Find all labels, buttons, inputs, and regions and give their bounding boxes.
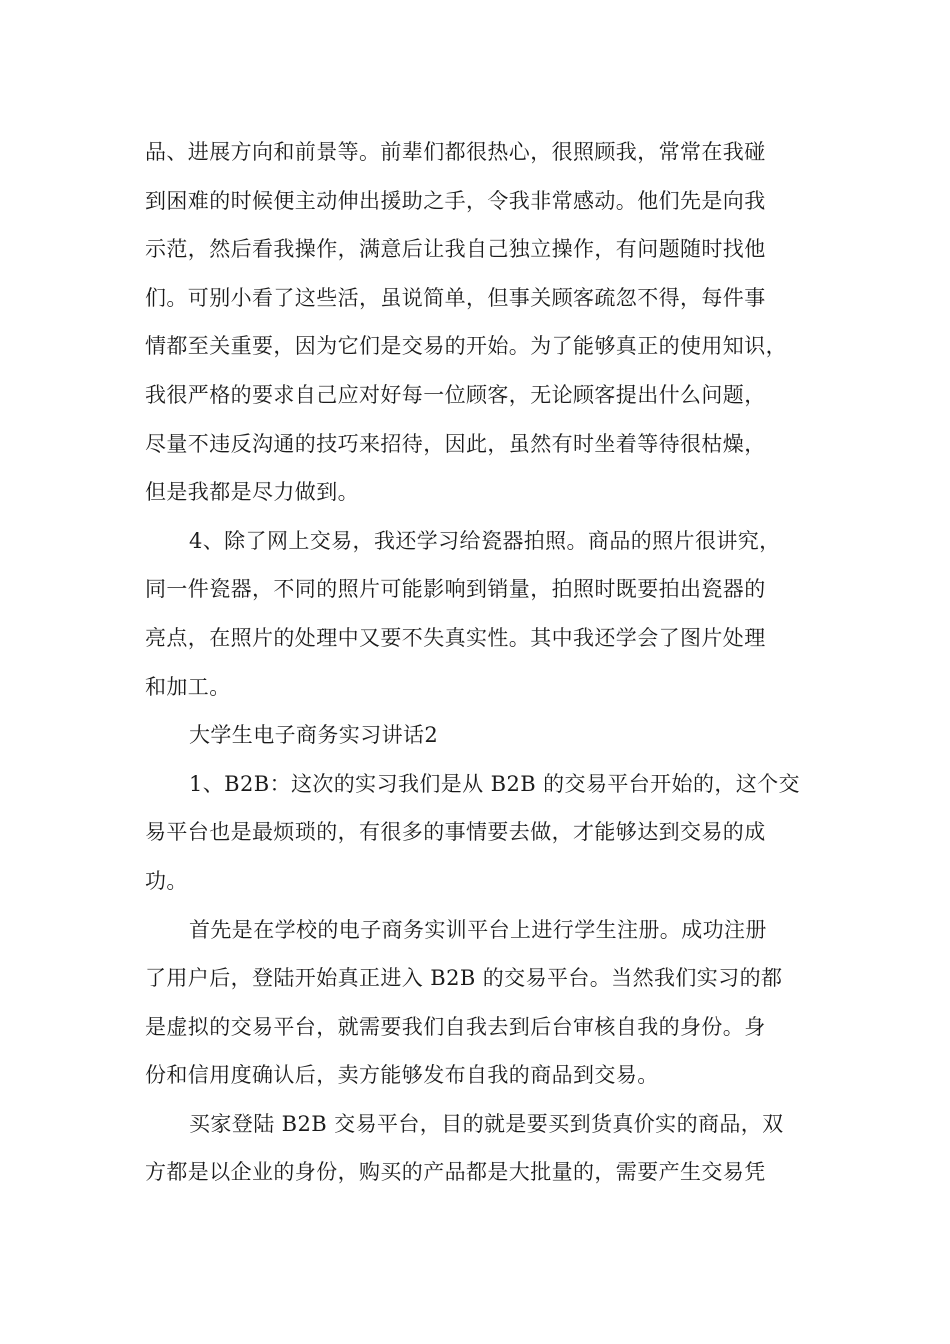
paragraph-line: 品、进展方向和前景等。前辈们都很热心，很照顾我，常常在我碰 [145, 140, 766, 164]
section-heading: 大学生电子商务实习讲话2 [189, 723, 439, 748]
paragraph-line: 但是我都是尽力做到。 [145, 480, 359, 505]
paragraph-line: 方都是以企业的身份，购买的产品都是大批量的，需要产生交易凭 [145, 1160, 766, 1185]
paragraph-line: 我很严格的要求自己应对好每一位顾客，无论顾客提出什么问题， [145, 382, 766, 407]
paragraph-line: 和加工。 [145, 674, 231, 699]
paragraph-line: 份和信用度确认后，卖方能够发布自我的商品到交易。 [145, 1063, 659, 1088]
paragraph-first-line: 1、B2B：这次的实习我们是从 B2B 的交易平台开始的，这个交 [189, 771, 800, 796]
paragraph-line: 示范，然后看我操作，满意后让我自己独立操作，有问题随时找他 [145, 237, 766, 262]
paragraph-first-line: 买家登陆 B2B 交易平台，目的就是要买到货真价实的商品，双 [189, 1111, 784, 1136]
paragraph-first-line: 4、除了网上交易，我还学习给瓷器拍照。商品的照片很讲究， [189, 528, 781, 553]
document-body [145, 128, 825, 1197]
paragraph-line: 情都至关重要，因为它们是交易的开始。为了能够真正的使用知识， [145, 334, 787, 359]
paragraph-line: 到困难的时候便主动伸出援助之手，令我非常感动。他们先是向我 [145, 188, 766, 213]
paragraph-first-line: 首先是在学校的电子商务实训平台上进行学生注册。成功注册 [189, 917, 767, 942]
paragraph-line: 们。可别小看了这些活，虽说简单，但事关顾客疏忽不得，每件事 [145, 285, 766, 310]
paragraph-line: 是虚拟的交易平台，就需要我们自我去到后台审核自我的身份。身 [145, 1014, 766, 1039]
paragraph-line: 易平台也是最烦琐的，有很多的事情要去做，才能够达到交易的成 [145, 820, 766, 845]
paragraph-line: 功。 [145, 868, 188, 893]
paragraph-line: 同一件瓷器，不同的照片可能影响到销量，拍照时既要拍出瓷器的 [145, 577, 766, 602]
paragraph-line: 尽量不违反沟通的技巧来招待，因此，虽然有时坐着等待很枯燥， [145, 431, 766, 456]
paragraph-line: 了用户后，登陆开始真正进入 B2B 的交易平台。当然我们实习的都 [145, 966, 783, 991]
paragraph-line: 亮点，在照片的处理中又要不失真实性。其中我还学会了图片处理 [145, 625, 766, 650]
